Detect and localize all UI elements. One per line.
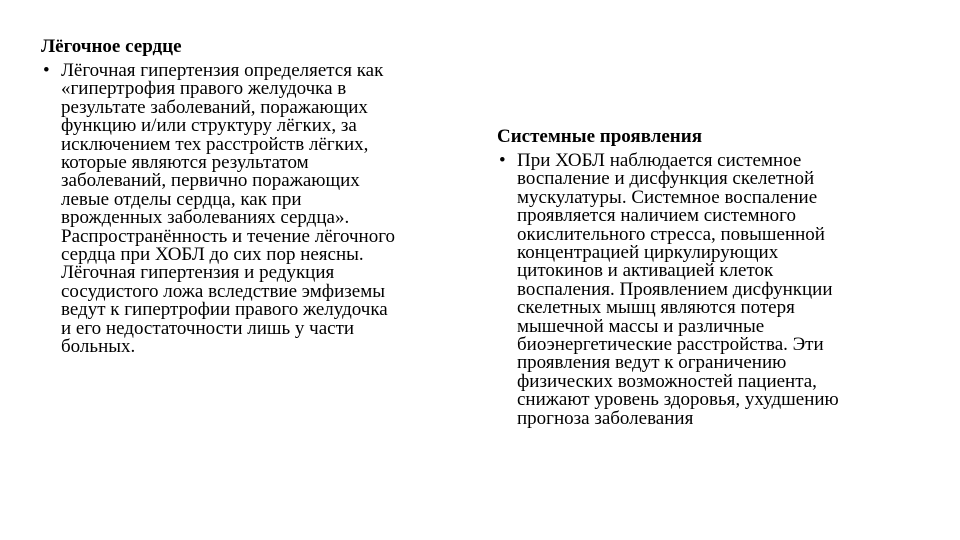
text-line: мышечной массы и различные	[517, 315, 765, 337]
right-bullet-item	[497, 152, 907, 428]
text-line: и его недостаточности лишь у части	[61, 317, 355, 339]
text-line: воспаления. Проявлением дисфункции	[517, 278, 833, 300]
bullet-icon: •	[43, 60, 50, 81]
text-line: прогноза заболевания	[517, 407, 694, 429]
text-line: исключением тех расстройств лёгких,	[61, 133, 369, 155]
text-line: результате заболеваний, поражающих	[61, 96, 368, 118]
text-line: сердца при ХОБЛ до сих пор неясны.	[61, 244, 364, 266]
text-line: функцию и/или структуру лёгких, за	[61, 115, 357, 137]
text-line: воспаление и дисфункция скелетной	[517, 168, 815, 190]
text-line: мускулатуры. Системное воспаление	[517, 186, 818, 208]
text-line: заболеваний, первично поражающих	[61, 170, 360, 192]
text-line: сосудистого ложа вследствие эмфиземы	[61, 280, 386, 302]
text-line: левые отделы сердца, как при	[61, 188, 302, 210]
text-line: цитокинов и активацией клеток	[517, 260, 774, 282]
text-line: При ХОБЛ наблюдается системное	[517, 150, 802, 171]
text-line: концентрацией циркулирующих	[517, 242, 779, 264]
right-heading: Системные проявления	[497, 126, 702, 147]
text-line: проявляется наличием системного	[517, 205, 797, 227]
text-line: биоэнергетические расстройства. Эти	[517, 334, 824, 356]
left-bullet-item	[41, 62, 461, 357]
text-line: врожденных заболеваниях сердца».	[61, 207, 350, 229]
text-line: проявления ведут к ограничению	[517, 352, 787, 374]
text-line: Лёгочная гипертензия определяется как	[61, 60, 384, 81]
left-column	[41, 36, 461, 357]
left-paragraph	[61, 62, 461, 357]
left-heading: Лёгочное сердце	[41, 36, 182, 57]
text-line: физических возможностей пациента,	[517, 370, 817, 392]
right-paragraph	[517, 152, 907, 428]
text-line: окислительного стресса, повышенной	[517, 223, 825, 245]
text-line: Лёгочная гипертензия и редукция	[61, 262, 335, 284]
text-line: ведут к гипертрофии правого желудочка	[61, 299, 388, 321]
text-line: «гипертрофия правого желудочка в	[61, 78, 347, 100]
text-line: скелетных мышц являются потеря	[517, 297, 795, 319]
text-line: которые являются результатом	[61, 152, 309, 174]
text-line: больных.	[61, 336, 136, 358]
text-line: Распространённость и течение лёгочного	[61, 225, 396, 247]
right-column	[497, 126, 907, 428]
bullet-icon: •	[499, 150, 506, 171]
text-line: снижают уровень здоровья, ухудшению	[517, 389, 839, 411]
